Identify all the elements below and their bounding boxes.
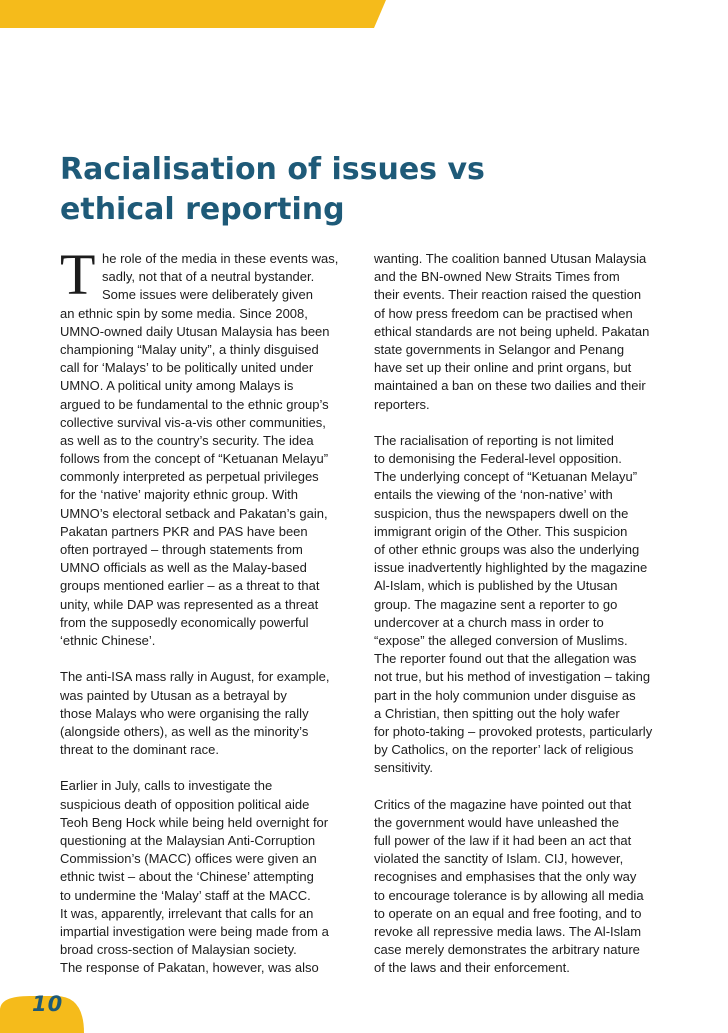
- body-text-line: collective survival vis-a-vis other communities,: [60, 414, 326, 430]
- body-text-line: from the supposedly economically powerful: [60, 614, 309, 630]
- page-number: 10: [32, 992, 64, 1016]
- body-text-line: groups mentioned earlier – as a threat to that: [60, 578, 320, 594]
- body-text-line: Teoh Beng Hock while being held overnight for: [60, 814, 329, 830]
- body-text-line: Commission’s (MACC) offices were given an: [60, 851, 317, 867]
- body-text-line: was painted by Utusan as a betrayal by: [60, 687, 287, 703]
- body-text-line: The racialisation of reporting is not limited: [374, 432, 614, 448]
- paragraph-gap: [374, 777, 674, 795]
- body-text-line: The anti-ISA mass rally in August, for example,: [60, 669, 330, 685]
- body-text-line: revoke all repressive media laws. The Al-Islam: [374, 923, 642, 939]
- body-text-line: often portrayed – through statements from: [60, 542, 303, 557]
- body-text-line: (alongside others), as well as the minority’s: [60, 723, 309, 739]
- body-text-line: UMNO’s electoral setback and Pakatan’s gain,: [60, 505, 328, 521]
- body-text-line: issue inadvertently highlighted by the magazine: [374, 560, 648, 576]
- body-text-line: unity, while DAP was represented as a threat: [60, 596, 319, 612]
- body-text-line: entails the viewing of the ‘non-native’ with: [374, 487, 613, 503]
- body-text-line: Earlier in July, calls to investigate the: [60, 778, 273, 794]
- body-text-line: as well as to the country’s security. The idea: [60, 432, 314, 448]
- title-line-1: Racialisation of issues vs: [60, 152, 485, 187]
- body-text-line: Al-Islam, which is published by the Utusan: [374, 578, 618, 594]
- body-text-line: of the laws and their enforcement.: [374, 960, 570, 976]
- body-text-line: It was, apparently, irrelevant that calls for an: [60, 905, 314, 921]
- body-text-line: Pakatan partners PKR and PAS have been: [60, 523, 308, 539]
- body-text-line: impartial investigation were being made from a: [60, 923, 329, 939]
- body-text-line: ethical standards are not being upheld. Pakatan: [374, 323, 650, 339]
- body-text-line: questioning at the Malaysian Anti-Corruption: [60, 833, 316, 848]
- body-text-line: reporters.: [374, 396, 430, 412]
- body-text-line: maintained a ban on these two dailies and their: [374, 378, 646, 394]
- body-text-line: follows from the concept of “Ketuanan Melayu”: [60, 451, 329, 467]
- right-column: [374, 250, 674, 978]
- body-text-line: call for ‘Malays’ to be politically united under: [60, 360, 314, 376]
- body-text-line: suspicious death of opposition political aide: [60, 796, 310, 812]
- body-text-line: recognises and emphasises that the only way: [374, 869, 637, 885]
- body-text-line: violated the sanctity of Islam. CIJ, however,: [374, 851, 624, 867]
- body-text-line: undercover at a church mass in order to: [374, 614, 604, 630]
- paragraph-gap: [374, 414, 674, 432]
- body-text-line: UMNO officials as well as the Malay-based: [60, 560, 307, 576]
- body-text-line: ethnic twist – about the ‘Chinese’ attempting: [60, 869, 314, 885]
- body-text-line: to demonising the Federal-level opposition.: [374, 451, 622, 467]
- body-text-line: wanting. The coalition banned Utusan Malaysia: [374, 251, 647, 266]
- body-text-line: not true, but his method of investigation – taking: [374, 669, 651, 685]
- body-text-line: for photo-taking – provoked protests, particularly: [374, 723, 653, 739]
- body-text-line: Critics of the magazine have pointed out that: [374, 796, 632, 812]
- body-text-line: argued to be fundamental to the ethnic group’s: [60, 396, 329, 412]
- body-text-line: their events. Their reaction raised the question: [374, 287, 642, 303]
- body-text-line: case merely demonstrates the arbitrary nature: [374, 942, 640, 958]
- body-text-line: have set up their online and print organs, but: [374, 360, 632, 376]
- body-text-line: suspicion, thus the newspapers dwell on the: [374, 505, 629, 521]
- top-accent-band: [0, 0, 728, 30]
- body-text-line: threat to the dominant race.: [60, 742, 219, 758]
- body-text-line: “expose” the alleged conversion of Muslims.: [374, 632, 628, 648]
- body-text-line: state governments in Selangor and Penang: [374, 341, 625, 357]
- body-text-line: to encourage tolerance is by allowing all media: [374, 887, 644, 903]
- body-text-line: he role of the media in these events was,: [102, 251, 339, 266]
- title-line-2: ethical reporting: [60, 192, 345, 227]
- body-text-line: sadly, not that of a neutral bystander.: [102, 269, 315, 285]
- body-text-line: a Christian, then spitting out the holy wafer: [374, 705, 620, 721]
- body-text-line: The response of Pakatan, however, was also: [60, 960, 319, 976]
- body-text-line: The underlying concept of “Ketuanan Melayu”: [374, 469, 638, 485]
- body-text-line: UMNO. A political unity among Malays is: [60, 378, 294, 394]
- body-text-line: group. The magazine sent a reporter to go: [374, 596, 618, 612]
- body-text-line: immigrant origin of the Other. This suspicion: [374, 523, 628, 539]
- body-text-line: Some issues were deliberately given: [102, 287, 313, 303]
- paragraph-gap: [60, 650, 356, 668]
- body-text-line: to undermine the ‘Malay’ staff at the MACC.: [60, 887, 311, 903]
- article-title: [60, 150, 660, 230]
- body-text-line: UMNO-owned daily Utusan Malaysia has been: [60, 323, 330, 339]
- body-text-line: broad cross-section of Malaysian society.: [60, 942, 297, 958]
- body-text-line: full power of the law if it had been an act that: [374, 833, 632, 848]
- body-text-line: the government would have unleashed the: [374, 814, 620, 830]
- left-column: [60, 250, 356, 978]
- body-text-line: and the BN-owned New Straits Times from: [374, 269, 620, 285]
- body-text-line: of how press freedom can be practised when: [374, 305, 633, 321]
- body-text-line: commonly interpreted as perpetual privileges: [60, 469, 319, 485]
- body-text-line: sensitivity.: [374, 760, 433, 776]
- body-text-line: championing “Malay unity”, a thinly disguised: [60, 341, 319, 357]
- body-text-line: those Malays who were organising the rally: [60, 705, 309, 721]
- body-text-line: to operate on an equal and free footing, and to: [374, 905, 642, 921]
- paragraph-gap: [60, 759, 356, 777]
- drop-cap: T: [60, 242, 96, 307]
- body-text-line: of other ethnic groups was also the underlying: [374, 542, 640, 557]
- body-text-line: part in the holy communion under disguise as: [374, 687, 636, 703]
- body-text-line: for the ‘native’ majority ethnic group. With: [60, 487, 298, 503]
- body-text-line: ‘ethnic Chinese’.: [60, 632, 156, 648]
- body-text-line: by Catholics, on the reporter’ lack of religious: [374, 742, 634, 758]
- body-text-line: The reporter found out that the allegation was: [374, 651, 637, 667]
- body-text-line: an ethnic spin by some media. Since 2008,: [60, 305, 308, 321]
